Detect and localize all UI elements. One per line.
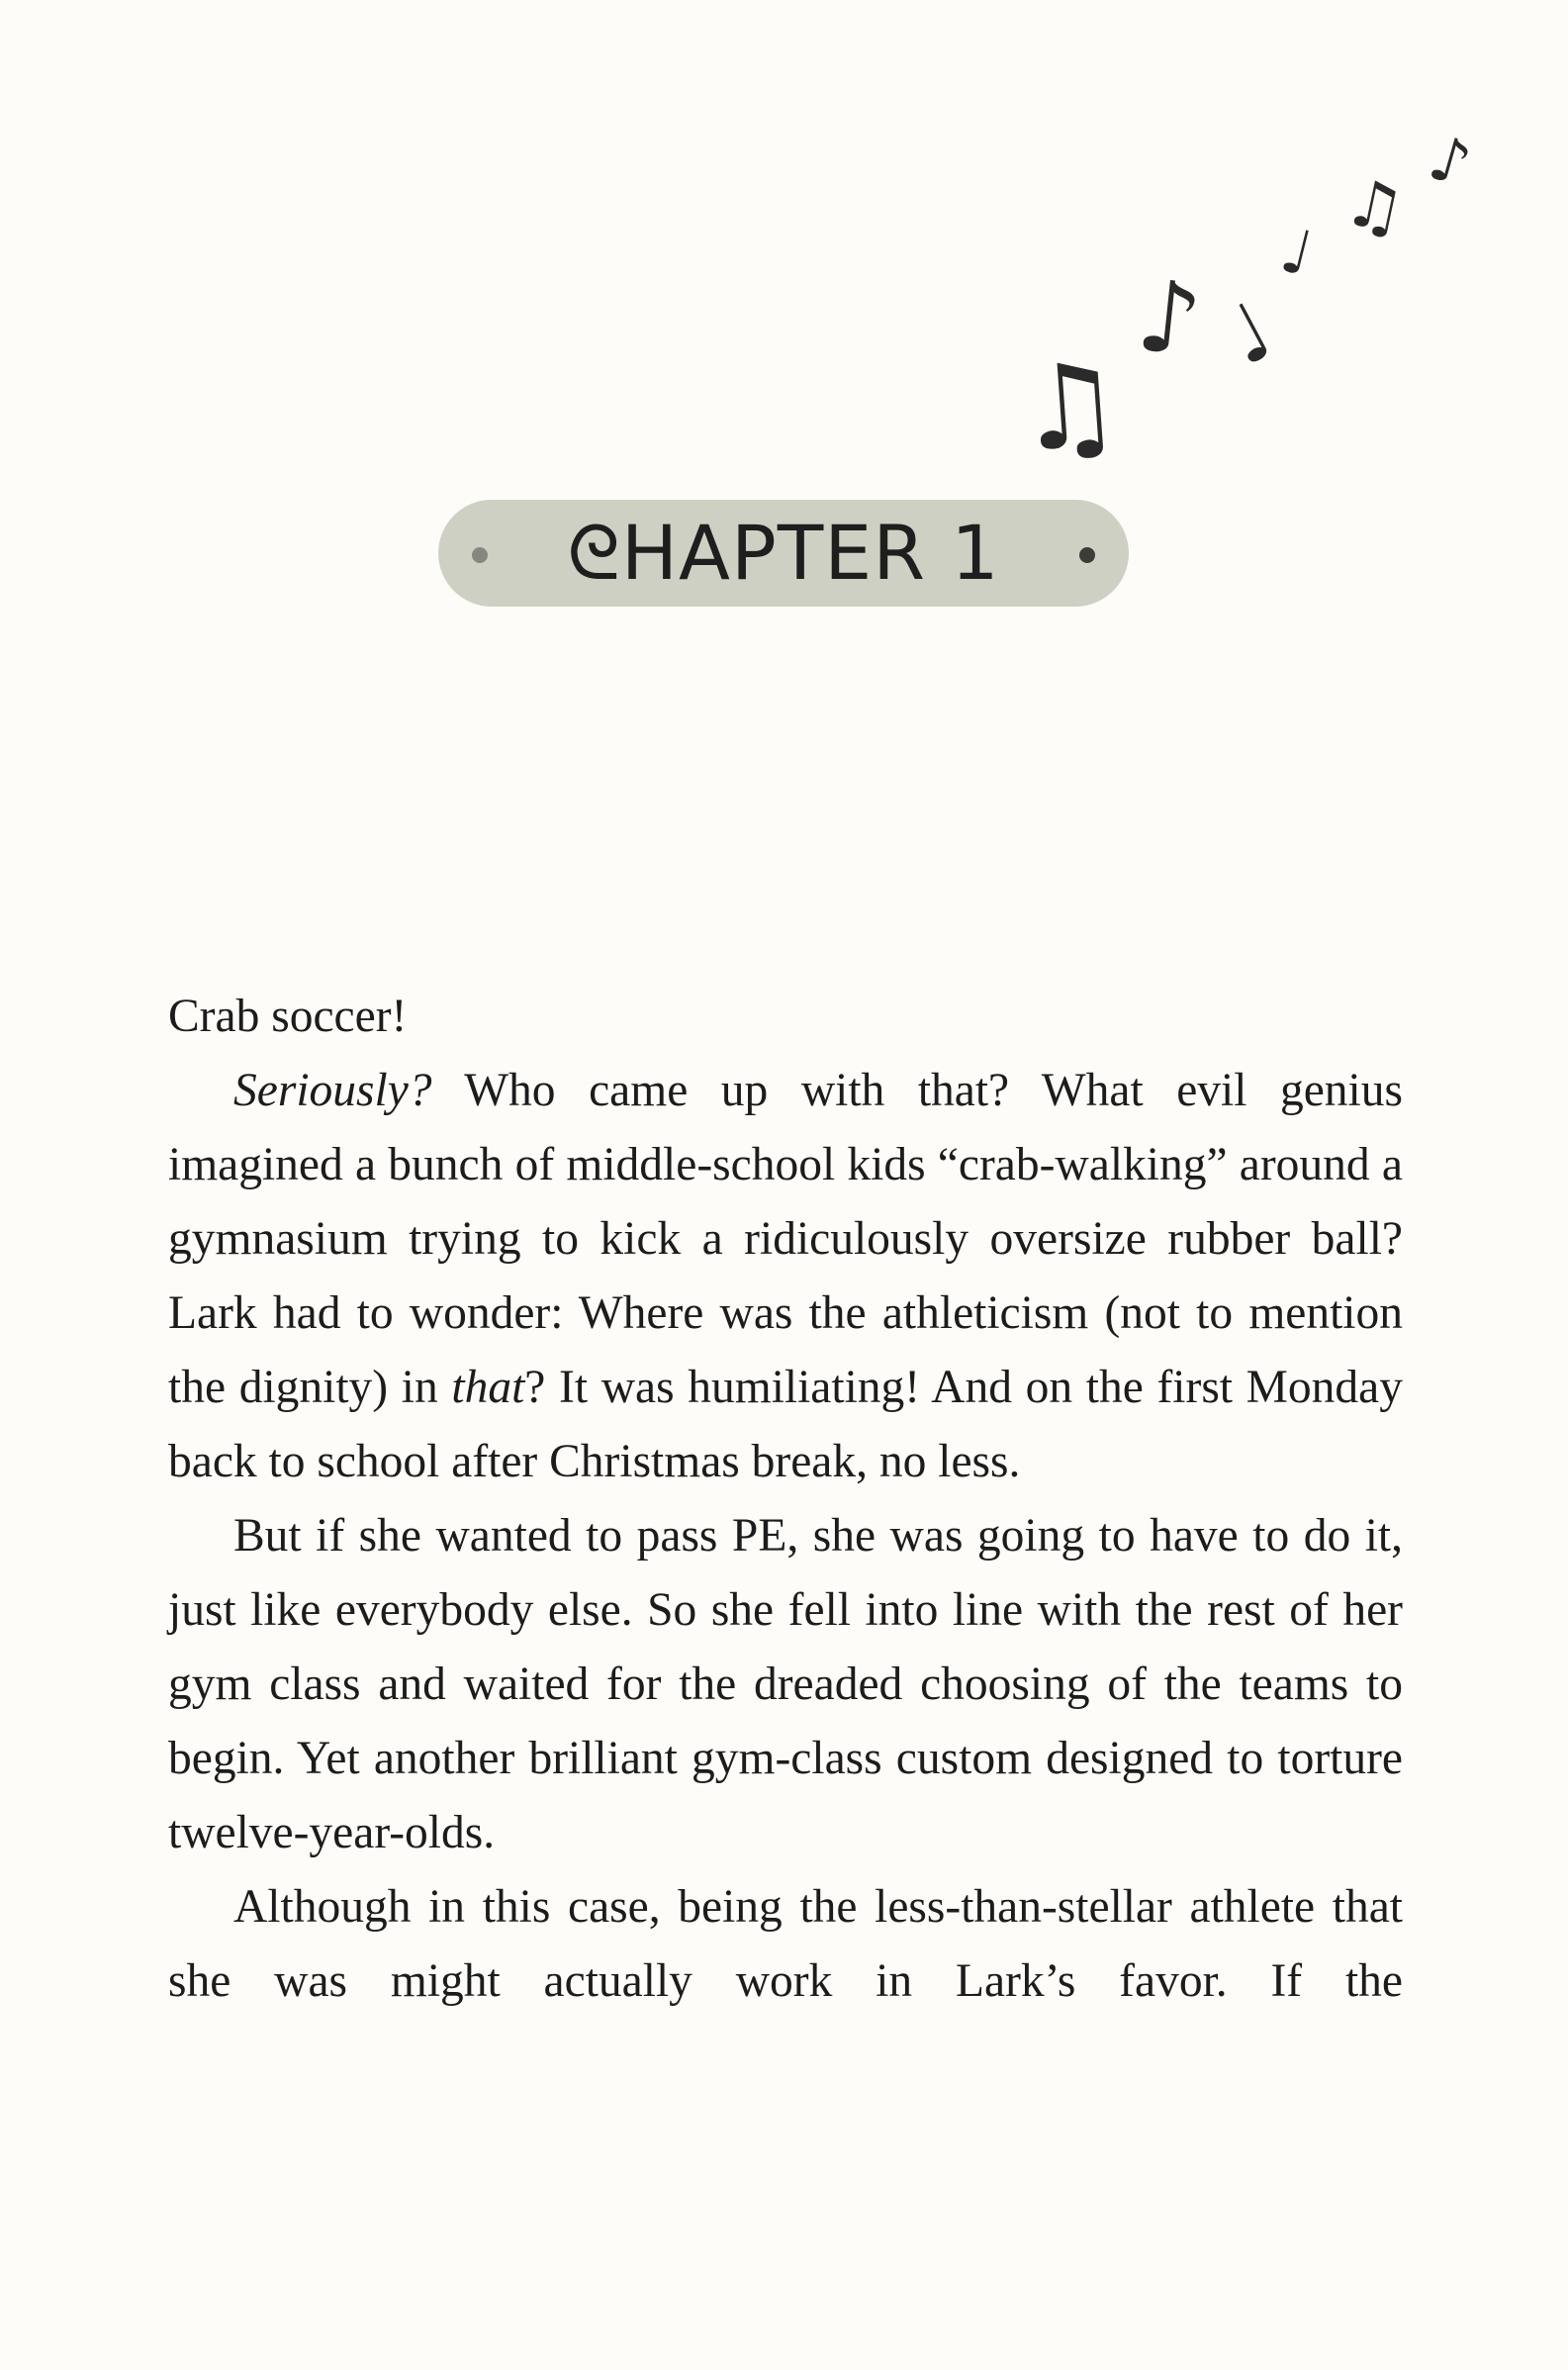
paragraph [168, 1054, 1403, 1499]
banner-dot-icon [1079, 547, 1095, 563]
paragraph [168, 980, 1403, 1054]
eighth-note-icon: ♪ [1421, 120, 1480, 202]
text-segment: Crab soccer! [168, 991, 408, 1042]
text-segment: But if she wanted to pass PE, she was going to have to do it, just like everybody else. So she fell into line with the rest of her gym class and waited for the dreaded choosing of the teams to begin. Yet another brilliant gym-class custom designed to torture twelve-year-olds. [168, 1510, 1403, 1858]
text-segment: ? It was humiliating! And on the first Monday back to school after Christmas break, no less. [168, 1362, 1403, 1487]
paragraph [168, 1499, 1403, 1870]
paragraph [168, 1870, 1403, 2019]
eighth-note-icon: ♪ [1132, 256, 1207, 380]
italic-text-segment: that [451, 1362, 525, 1413]
beamed-eighth-notes-icon: ♫ [1012, 334, 1127, 479]
quarter-note-icon: ♩ [1211, 284, 1288, 384]
chapter-title: ᘓHAPTER 1 [567, 509, 1000, 597]
text-segment: Although in this case, being the less-than-stellar athlete that she was might actually work in Lark’s favor. If the [168, 1881, 1403, 2007]
quarter-note-icon: ♩ [1273, 213, 1320, 291]
text-segment: Who came up with that? What evil genius imagined a bunch of middle-school kids “crab-walking” around a gymnasium trying to kick a ridiculously oversize rubber ball? Lark had to wonder: Where was the athleticism (not to mention the dignity) in [168, 1065, 1403, 1413]
chapter-body-text [168, 980, 1403, 2019]
beamed-eighth-notes-icon: ♫ [1337, 162, 1412, 250]
italic-text-segment: Seriously? [233, 1065, 432, 1116]
chapter-heading-banner [438, 500, 1129, 607]
